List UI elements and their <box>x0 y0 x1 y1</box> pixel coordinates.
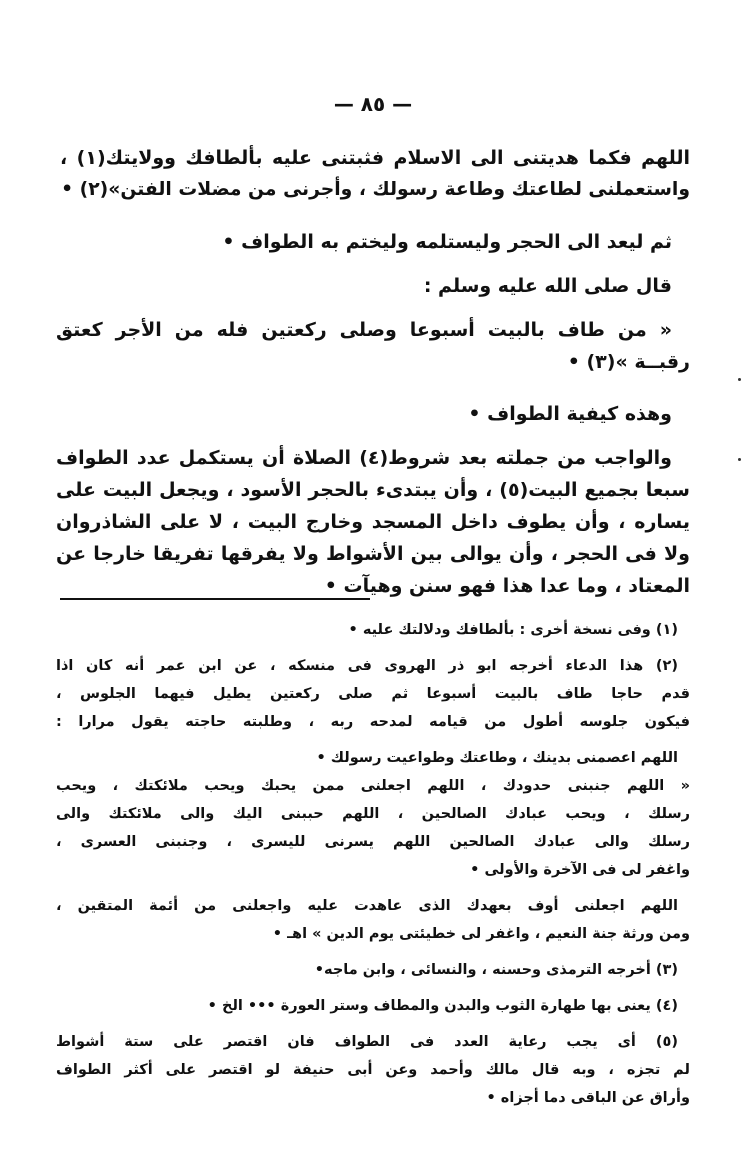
footnote-divider <box>60 598 370 600</box>
text-line: « من طاف بالبيت أسبوعا وصلى ركعتين فله من الأجر كعتق <box>56 319 672 341</box>
text-line: قال صلى الله عليه وسلم : <box>423 275 672 297</box>
text-line: والواجب من جملته بعد شروط(٤) الصلاة أن يستكمل عدد الطواف <box>56 447 672 469</box>
text-line: المعتاد ، وما عدا هذا فهو سنن وهيآت • <box>324 575 690 597</box>
footnote-line: رسلك ، ويحب عبادك الصالحين ، اللهم حببنى اليك والى ملائكتك والى <box>56 806 690 822</box>
footnote-line: قدم حاجا طاف بالبيت أسبوعا ثم صلى ركعتين يطيل فيهما الجلوس ، <box>56 686 690 702</box>
footnote-line: وأراق عن الباقى دما أجزاه • <box>486 1090 690 1106</box>
text-line: وهذه كيفية الطواف • <box>468 403 672 425</box>
footnote-line: فيكون جلوسه أطول من قيامه لمدحه ربه ، وطلبته حاجته يقول مرارا : <box>56 714 690 730</box>
margin-speck <box>738 458 741 461</box>
text-line: اللهم فكما هديتنى الى الاسلام فثبتنى عليه بألطافك وولايتك(١) ، <box>60 147 690 169</box>
page-number: — ٨٥ — <box>333 92 413 116</box>
footnote-line: رسلك والى عبادك الصالحين اللهم يسرنى لليسرى ، وجنبنى العسرى ، <box>56 834 690 850</box>
footnote-line: (٣) أخرجه الترمذى وحسنه ، والنسائى ، وابن ماجه• <box>314 962 678 978</box>
text-line: واستعملنى لطاعتك وطاعة رسولك ، وأجرنى من مضلات الفتن»(٢) • <box>61 179 690 200</box>
footnote-line: اللهم اجعلنى أوف بعهدك الذى عاهدت عليه واجعلنى من أئمة المتقين ، <box>56 898 678 914</box>
footnote-line: (٤) يعنى بها طهارة الثوب والبدن والمطاف وستر العورة ••• الخ • <box>207 998 678 1014</box>
text-line: رقبــة »(٣) • <box>567 351 690 373</box>
footnote-line: اللهم اعصمنى بدينك ، وطاعتك وطواعيت رسولك • <box>316 750 678 766</box>
text-line: ولا فى الحجر ، وأن يوالى بين الأشواط ولا يفرقها تفريقا خارجا عن <box>56 543 690 565</box>
main-text <box>56 142 690 602</box>
footnote-line: (١) وفى نسخة أخرى : بألطافك ودلالتك عليه • <box>348 622 678 638</box>
footnote-line: واغفر لى فى الآخرة والأولى • <box>470 862 690 878</box>
footnote-line: (٢) هذا الدعاء أخرجه ابو ذر الهروى فى منسكه ، عن ابن عمر أنه كان اذا <box>56 658 678 674</box>
text-line: سبعا بجميع البيت(٥) ، وأن يبتدىء بالحجر الأسود ، ويجعل البيت على <box>56 479 690 501</box>
text-line: يساره ، وأن يطوف داخل المسجد وخارج البيت ، لا على الشاذروان <box>56 511 690 533</box>
footnote-line: « اللهم جنبنى حدودك ، اللهم اجعلنى ممن يحبك ويحب ملائكتك ، ويحب <box>56 778 690 794</box>
footnotes <box>56 616 690 1112</box>
footnote-line: لم تجزه ، وبه قال مالك وأحمد وعن أبى حنيفة لو اقتصر على أكثر الطواف <box>56 1062 690 1078</box>
margin-speck <box>738 378 741 381</box>
footnote-line: ومن ورثة جنة النعيم ، واغفر لى خطيئتى يوم الدين » اهـ • <box>272 926 690 942</box>
text-line: ثم ليعد الى الحجر وليستلمه وليختم به الطواف • <box>222 231 672 253</box>
footnote-line: (٥) أى يجب رعاية العدد فى الطواف فان اقتصر على ستة أشواط <box>56 1034 678 1050</box>
